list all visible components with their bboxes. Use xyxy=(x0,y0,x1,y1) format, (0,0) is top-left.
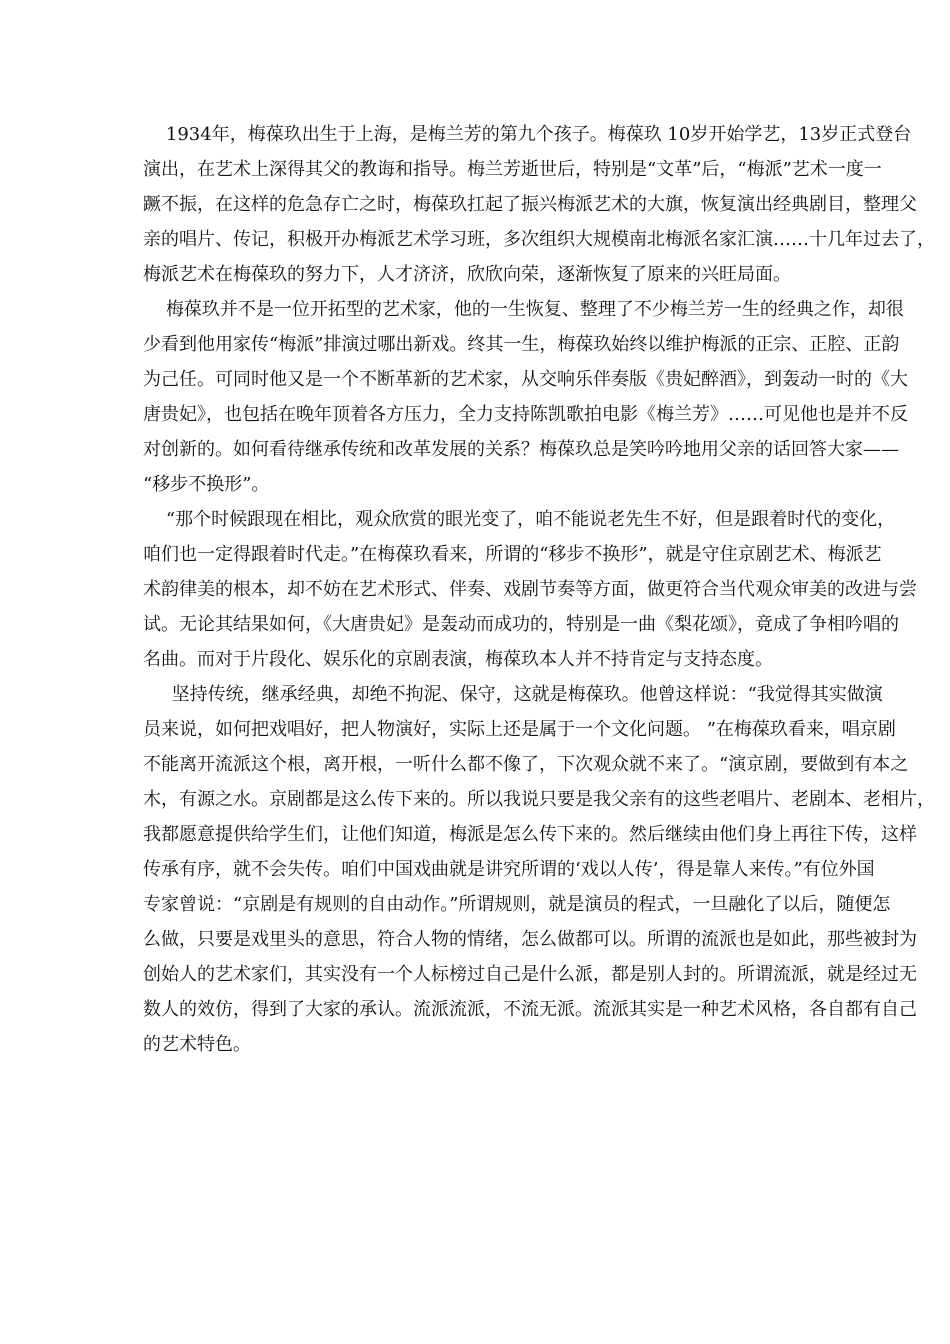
paragraph-line: 少看到他用家传“梅派”排演过哪出新戏。终其一生，梅葆玖始终以维护梅派的正宗、正腔、正韵 xyxy=(143,334,900,355)
paragraph-line: 唐贵妃》，也包括在晚年顶着各方压力，全力支持陈凯歌拍电影《梅兰芳》……可见他也是并不反 xyxy=(143,404,908,425)
paragraph-line: “移步不换形”。 xyxy=(143,474,270,495)
paragraph-line: 木，有源之水。京剧都是这么传下来的。所以我说只要是我父亲有的这些老唱片、老剧本、老相片， xyxy=(143,789,935,810)
paragraph-line: 名曲。而对于片段化、娱乐化的京剧表演，梅葆玖本人并不持肯定与支持态度。 xyxy=(143,649,773,670)
paragraph-line: 创始人的艺术家们，其实没有一个人标榜过自己是什么派，都是别人封的。所谓流派，就是经过无 xyxy=(143,964,917,985)
paragraph-4 xyxy=(143,677,935,1062)
paragraph-line: 梅葆玖并不是一位开拓型的艺术家，他的一生恢复、整理了不少梅兰芳一生的经典之作，却很 xyxy=(143,299,904,320)
paragraph-line: 传承有序，就不会失传。咱们中国戏曲就是讲究所谓的‘戏以人传’，得是靠人来传。”有位外国 xyxy=(143,859,875,880)
paragraph-line: “那个时候跟现在相比，观众欣赏的眼光变了，咱不能说老先生不好，但是跟着时代的变化， xyxy=(143,509,896,530)
paragraph-line: 亲的唱片、传记，积极开办梅派艺术学习班，多次组织大规模南北梅派名家汇演……十几年过去了， xyxy=(143,229,935,250)
paragraph-line: 蹶不振，在这样的危急存亡之时，梅葆玖扛起了振兴梅派艺术的大旗，恢复演出经典剧目，整理父 xyxy=(143,194,917,215)
paragraph-line: 坚持传统，继承经典，却绝不拘泥、保守，这就是梅葆玖。他曾这样说：“我觉得其实做演 xyxy=(143,684,883,705)
paragraph-line: 么做，只要是戏里头的意思，符合人物的情绪，怎么做都可以。所谓的流派也是如此，那些被封为 xyxy=(143,929,917,950)
paragraph-2 xyxy=(143,292,908,502)
paragraph-line: 的艺术特色。 xyxy=(143,1034,251,1055)
paragraph-line: 不能离开流派这个根，离开根，一听什么都不像了，下次观众就不来了。“演京剧，要做到有本之 xyxy=(143,754,909,775)
paragraph-1 xyxy=(143,117,935,292)
paragraph-line: 数人的效仿，得到了大家的承认。流派流派，不流无派。流派其实是一种艺术风格，各自都有自己 xyxy=(143,999,917,1020)
paragraph-line: 专家曾说：“京剧是有规则的自由动作。”所谓规则，就是演员的程式，一旦融化了以后，随便怎 xyxy=(143,894,891,915)
paragraph-line: 咱们也一定得跟着时代走。”在梅葆玖看来，所谓的“移步不换形”，就是守住京剧艺术、梅派艺 xyxy=(143,544,882,565)
paragraph-line: 梅派艺术在梅葆玖的努力下，人才济济，欣欣向荣，逐渐恢复了原来的兴旺局面。 xyxy=(143,264,791,285)
paragraph-line: 术韵律美的根本，却不妨在艺术形式、伴奏、戏剧节奏等方面，做更符合当代观众审美的改进与尝 xyxy=(143,579,917,600)
paragraph-line: 1934年，梅葆玖出生于上海，是梅兰芳的第九个孩子。梅葆玖 10岁开始学艺，13岁正式登台 xyxy=(143,124,912,145)
paragraph-line: 员来说，如何把戏唱好，把人物演好，实际上还是属于一个文化问题。 ”在梅葆玖看来，唱京剧 xyxy=(143,719,896,740)
paragraph-line: 试。无论其结果如何，《大唐贵妃》是轰动而成功的，特别是一曲《梨花颂》，竟成了争相吟唱的 xyxy=(143,614,899,635)
paragraph-line: 为己任。可同时他又是一个不断革新的艺术家，从交响乐伴奏版《贵妃醉酒》，到轰动一时的《大 xyxy=(143,369,908,390)
paragraph-line: 演出，在艺术上深得其父的教诲和指导。梅兰芳逝世后，特别是“文革”后，“梅派”艺术一度一 xyxy=(143,159,882,180)
paragraph-3 xyxy=(143,502,917,677)
paragraph-line: 我都愿意提供给学生们，让他们知道，梅派是怎么传下来的。然后继续由他们身上再往下传，这样 xyxy=(143,824,917,845)
paragraph-line: 对创新的。如何看待继承传统和改革发展的关系？梅葆玖总是笑吟吟地用父亲的话回答大家—— xyxy=(143,439,899,460)
article-body xyxy=(143,117,935,1062)
